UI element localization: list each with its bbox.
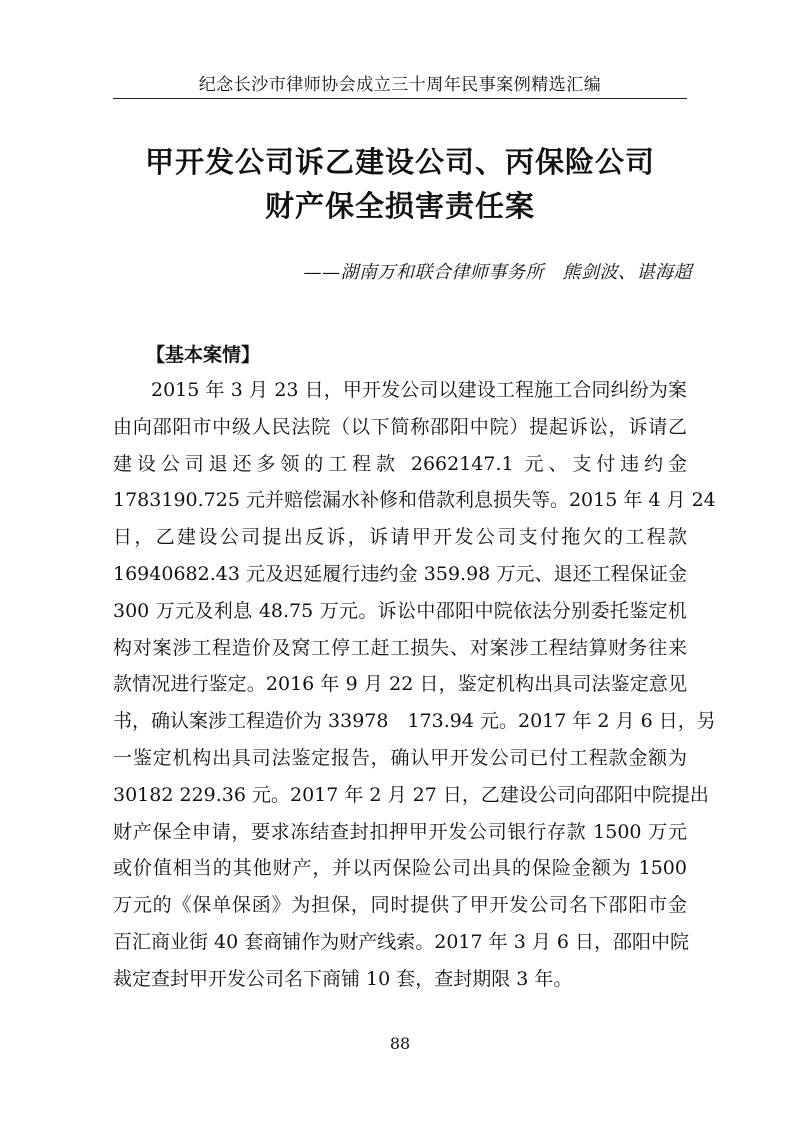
body-line: 万元的《保单保函》为担保，同时提供了甲开发公司名下邵阳市金 <box>113 894 687 917</box>
page-number: 88 <box>389 1034 411 1053</box>
body-line: 一鉴定机构出具司法鉴定报告，确认甲开发公司已付工程款金额为 <box>113 746 687 769</box>
body-line: 日，乙建设公司提出反诉，诉请甲开发公司支付拖欠的工程款 <box>113 526 687 549</box>
case-body-text <box>113 372 716 998</box>
body-line: 由向邵阳市中级人民法院（以下简称邵阳中院）提起诉讼，诉请乙 <box>113 415 687 438</box>
header-rule <box>113 98 687 99</box>
body-line: 财产保全申请，要求冻结查封扣押甲开发公司银行存款 1500 万元 <box>113 820 687 843</box>
title-line-1: 甲开发公司诉乙建设公司、丙保险公司 <box>144 145 655 179</box>
body-line: 300 万元及利息 48.75 万元。诉讼中邵阳中院依法分别委托鉴定机 <box>113 599 687 622</box>
title-line-2: 财产保全损害责任案 <box>264 189 535 223</box>
body-line: 建设公司退还多领的工程款 2662147.1 元、支付违约金 <box>113 452 687 475</box>
body-line: 2015 年 3 月 23 日，甲开发公司以建设工程施工合同纠纷为案 <box>151 379 687 401</box>
body-line: 构对案涉工程造价及窝工停工赶工损失、对案涉工程结算财务往来 <box>113 636 687 659</box>
body-line: 16940682.43 元及迟延履行违约金 359.98 万元、退还工程保证金 <box>113 562 687 585</box>
body-line: 30182 229.36 元。2017 年 2 月 27 日，乙建设公司向邵阳中院提出 <box>113 783 709 806</box>
body-line: 或价值相当的其他财产，并以丙保险公司出具的保险金额为 1500 <box>113 857 687 880</box>
body-line: 书，确认案涉工程造价为 33978 173.94 元。2017 年 2 月 6 日，另 <box>113 710 716 733</box>
author-attribution: ——湖南万和联合律师事务所 熊剑波、谌海超 <box>303 262 692 283</box>
body-line: 百汇商业街 40 套商铺作为财产线索。2017 年 3 月 6 日，邵阳中院 <box>113 930 689 953</box>
running-header: 纪念长沙市律师协会成立三十周年民事案例精选汇编 <box>198 75 602 95</box>
body-line-last: 裁定查封甲开发公司名下商铺 10 套，查封期限 3 年。 <box>113 967 573 990</box>
body-line: 1783190.725 元并赔偿漏水补修和借款利息损失等。2015 年 4 月 24 <box>113 489 716 512</box>
section-heading: 【基本案情】 <box>146 344 261 366</box>
body-line: 款情况进行鉴定。2016 年 9 月 22 日，鉴定机构出具司法鉴定意见 <box>113 673 687 696</box>
page-title <box>80 140 720 228</box>
